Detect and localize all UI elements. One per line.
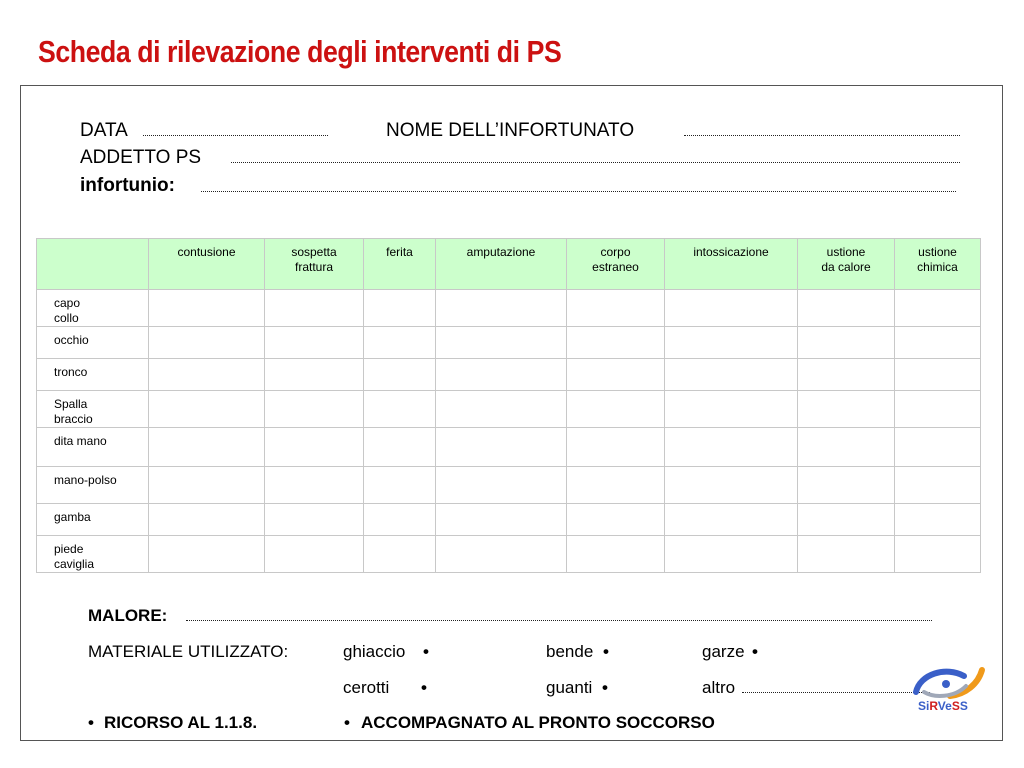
table-cell[interactable] bbox=[436, 290, 567, 327]
infortunio-label: infortunio: bbox=[80, 175, 175, 196]
table-cell[interactable] bbox=[436, 327, 567, 359]
table-cell[interactable] bbox=[895, 504, 981, 536]
table-cell[interactable] bbox=[436, 428, 567, 467]
data-label: DATA bbox=[80, 120, 128, 141]
table-cell[interactable] bbox=[665, 327, 798, 359]
ghiaccio-checkbox[interactable]: • bbox=[423, 642, 429, 661]
table-cell[interactable] bbox=[364, 536, 436, 573]
table-cell[interactable] bbox=[436, 504, 567, 536]
table-row bbox=[37, 327, 981, 359]
table-row bbox=[37, 536, 981, 573]
table-cell[interactable] bbox=[364, 359, 436, 391]
table-cell[interactable] bbox=[265, 327, 364, 359]
table-cell[interactable] bbox=[665, 359, 798, 391]
table-cell[interactable] bbox=[798, 504, 895, 536]
row-header: capo collo bbox=[37, 290, 149, 327]
table-corner-cell bbox=[37, 239, 149, 290]
table-cell[interactable] bbox=[265, 290, 364, 327]
ricorso-checkbox[interactable]: • bbox=[88, 713, 94, 732]
accompagnato-checkbox[interactable]: • bbox=[344, 713, 350, 732]
table-cell[interactable] bbox=[798, 536, 895, 573]
table-row bbox=[37, 428, 981, 467]
logo-text bbox=[918, 699, 968, 713]
table-cell[interactable] bbox=[895, 536, 981, 573]
table-cell[interactable] bbox=[567, 290, 665, 327]
table-cell[interactable] bbox=[665, 504, 798, 536]
column-header: intossicazione bbox=[665, 239, 798, 290]
garze-label: garze bbox=[702, 642, 745, 661]
accompagnato-label: ACCOMPAGNATO AL PRONTO SOCCORSO bbox=[361, 713, 715, 732]
table-cell[interactable] bbox=[436, 359, 567, 391]
malore-label: MALORE: bbox=[88, 606, 168, 625]
logo-blue-arc bbox=[916, 672, 964, 692]
table-cell[interactable] bbox=[436, 467, 567, 504]
table-cell[interactable] bbox=[567, 391, 665, 428]
table-cell[interactable] bbox=[798, 391, 895, 428]
table-cell[interactable] bbox=[265, 504, 364, 536]
table-cell[interactable] bbox=[798, 428, 895, 467]
guanti-label: guanti bbox=[546, 678, 593, 697]
logo-text-part: Si bbox=[918, 699, 930, 713]
injury-table bbox=[36, 238, 981, 573]
table-cell[interactable] bbox=[665, 467, 798, 504]
table-cell[interactable] bbox=[798, 327, 895, 359]
row-header: occhio bbox=[37, 327, 149, 359]
table-cell[interactable] bbox=[895, 290, 981, 327]
table-body bbox=[37, 290, 981, 573]
malore-input-line[interactable] bbox=[186, 620, 932, 621]
logo-text-part: S bbox=[959, 699, 968, 713]
table-cell[interactable] bbox=[665, 290, 798, 327]
table-cell[interactable] bbox=[895, 359, 981, 391]
table-cell[interactable] bbox=[895, 467, 981, 504]
column-header: corpo estraneo bbox=[567, 239, 665, 290]
table-cell[interactable] bbox=[149, 327, 265, 359]
column-header: sospetta frattura bbox=[265, 239, 364, 290]
column-header: ferita bbox=[364, 239, 436, 290]
cerotti-checkbox[interactable]: • bbox=[421, 678, 427, 697]
table-cell[interactable] bbox=[149, 504, 265, 536]
table-cell[interactable] bbox=[149, 467, 265, 504]
table-cell[interactable] bbox=[265, 467, 364, 504]
table-cell[interactable] bbox=[567, 504, 665, 536]
row-header: gamba bbox=[37, 504, 149, 536]
row-header: mano-polso bbox=[37, 467, 149, 504]
table-row bbox=[37, 467, 981, 504]
table-header-row bbox=[37, 239, 981, 290]
row-header: tronco bbox=[37, 359, 149, 391]
altro-label: altro bbox=[702, 678, 736, 697]
garze-checkbox[interactable]: • bbox=[752, 642, 758, 661]
table-cell[interactable] bbox=[895, 428, 981, 467]
table-cell[interactable] bbox=[265, 536, 364, 573]
row-header: dita mano bbox=[37, 428, 149, 467]
column-header: ustione chimica bbox=[895, 239, 981, 290]
table-cell[interactable] bbox=[798, 359, 895, 391]
table-cell[interactable] bbox=[364, 391, 436, 428]
table-cell[interactable] bbox=[567, 327, 665, 359]
logo-text-part: Ve bbox=[937, 699, 952, 713]
table-cell[interactable] bbox=[567, 467, 665, 504]
data-input-line[interactable] bbox=[143, 135, 328, 136]
table-cell[interactable] bbox=[149, 359, 265, 391]
table-cell[interactable] bbox=[364, 290, 436, 327]
ghiaccio-label: ghiaccio bbox=[343, 642, 406, 661]
table-cell[interactable] bbox=[665, 391, 798, 428]
table-cell[interactable] bbox=[665, 536, 798, 573]
nome-infortunato-label: NOME DELL’INFORTUNATO bbox=[386, 120, 635, 141]
table-cell[interactable] bbox=[364, 467, 436, 504]
table-cell[interactable] bbox=[436, 391, 567, 428]
table-cell[interactable] bbox=[265, 359, 364, 391]
guanti-checkbox[interactable]: • bbox=[602, 678, 608, 697]
table-cell[interactable] bbox=[895, 391, 981, 428]
table-cell[interactable] bbox=[364, 428, 436, 467]
cerotti-label: cerotti bbox=[343, 678, 390, 697]
bende-checkbox[interactable]: • bbox=[603, 642, 609, 661]
table-row bbox=[37, 504, 981, 536]
infortunio-input-line[interactable] bbox=[201, 191, 956, 192]
column-header: ustione da calore bbox=[798, 239, 895, 290]
table-cell[interactable] bbox=[436, 536, 567, 573]
row-header: Spalla braccio bbox=[37, 391, 149, 428]
table-cell[interactable] bbox=[149, 290, 265, 327]
table-cell[interactable] bbox=[567, 428, 665, 467]
table-cell[interactable] bbox=[665, 428, 798, 467]
logo-eye-dot bbox=[942, 680, 950, 688]
table-cell[interactable] bbox=[567, 536, 665, 573]
materiale-label: MATERIALE UTILIZZATO: bbox=[88, 642, 289, 661]
table-cell[interactable] bbox=[149, 428, 265, 467]
table-cell[interactable] bbox=[149, 536, 265, 573]
logo-text-part: S bbox=[951, 699, 960, 713]
table-cell[interactable] bbox=[149, 391, 265, 428]
table-cell[interactable] bbox=[265, 391, 364, 428]
table-cell[interactable] bbox=[364, 327, 436, 359]
table-row bbox=[37, 391, 981, 428]
bende-label: bende bbox=[546, 642, 594, 661]
addetto-ps-label: ADDETTO PS bbox=[80, 147, 202, 168]
table-cell[interactable] bbox=[265, 428, 364, 467]
column-header: contusione bbox=[149, 239, 265, 290]
table-cell[interactable] bbox=[798, 467, 895, 504]
table-cell[interactable] bbox=[798, 290, 895, 327]
row-header: piede caviglia bbox=[37, 536, 149, 573]
table-row bbox=[37, 359, 981, 391]
column-header: amputazione bbox=[436, 239, 567, 290]
altro-input-line[interactable] bbox=[742, 692, 930, 693]
table-cell[interactable] bbox=[895, 327, 981, 359]
addetto-ps-input-line[interactable] bbox=[231, 162, 960, 163]
logo-text-part: R bbox=[929, 699, 938, 713]
table-cell[interactable] bbox=[364, 504, 436, 536]
table-cell[interactable] bbox=[567, 359, 665, 391]
nome-infortunato-input-line[interactable] bbox=[684, 135, 960, 136]
ricorso-label: RICORSO AL 1.1.8. bbox=[104, 713, 258, 732]
table-row bbox=[37, 290, 981, 327]
page-title: Scheda di rilevazione degli interventi di PS bbox=[38, 34, 562, 69]
